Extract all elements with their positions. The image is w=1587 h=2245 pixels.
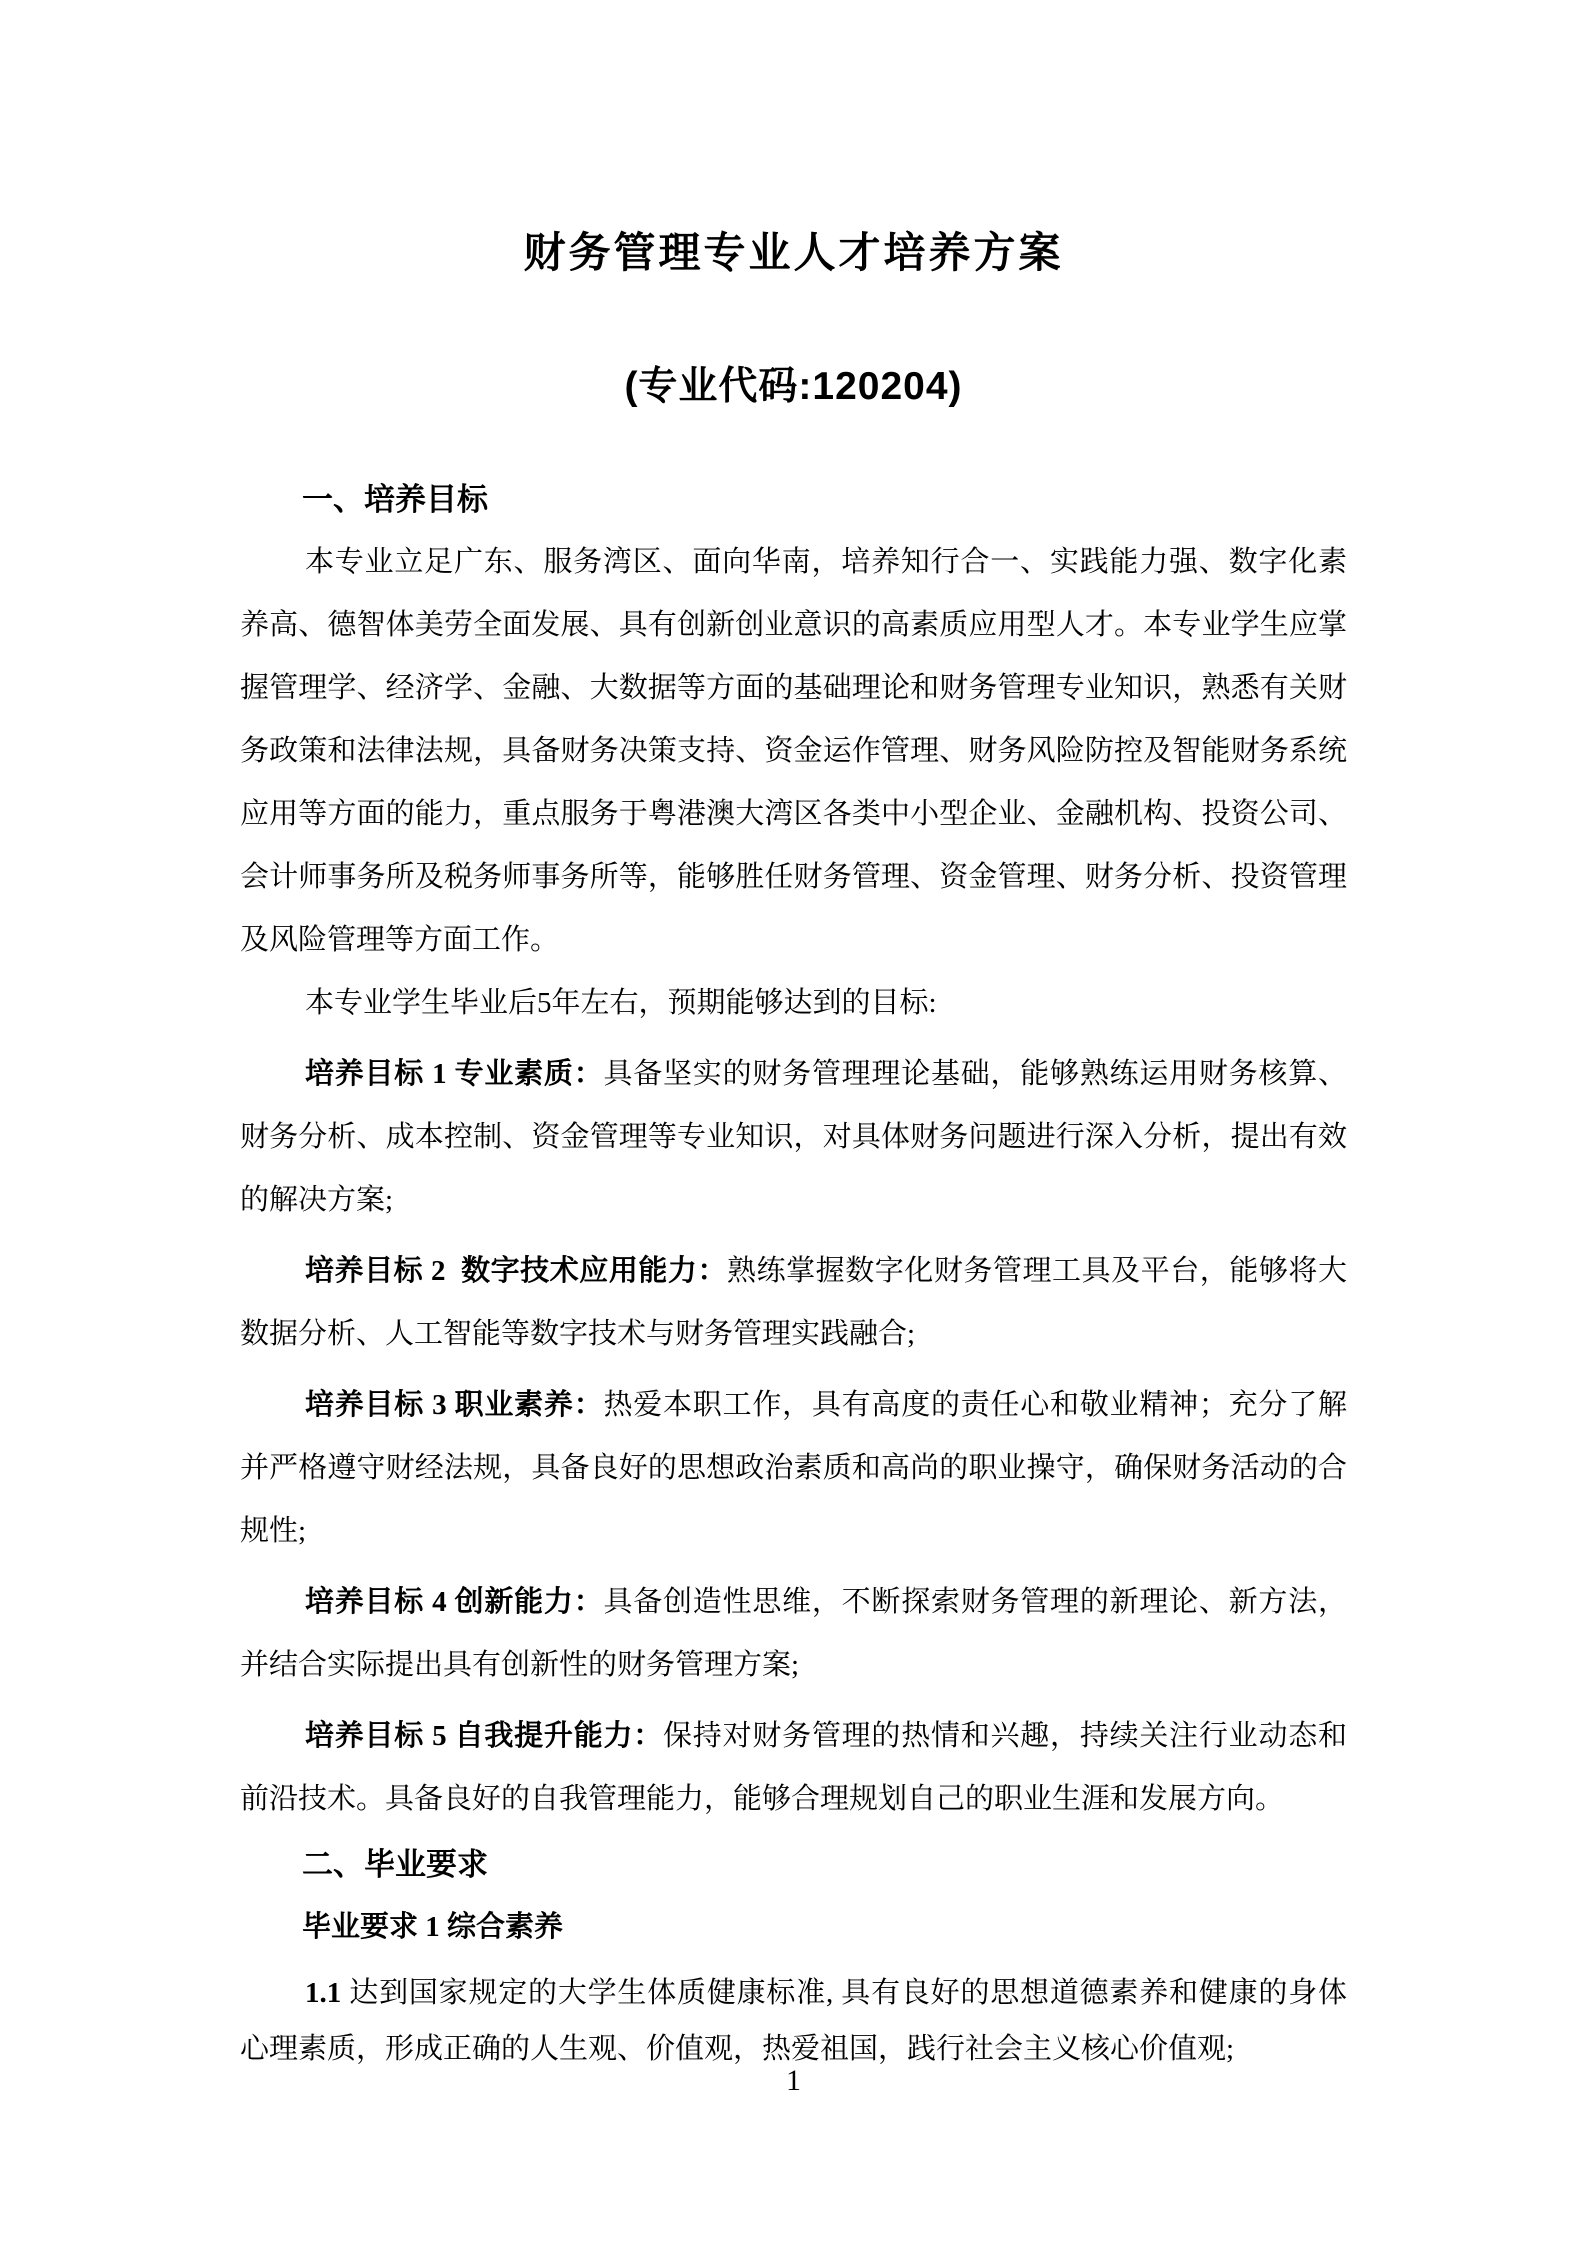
requirement-item-1-1-paragraph bbox=[240, 1965, 1347, 2077]
document-body bbox=[240, 468, 1347, 2077]
goal-5-label: 培养目标 5 自我提升能力： bbox=[305, 1720, 664, 1753]
goal-5-paragraph bbox=[240, 1705, 1347, 1831]
requirement-item-1-1-label: 1.1 bbox=[305, 1977, 342, 2010]
section-1-intro-paragraph: 本专业立足广东、服务湾区、面向华南，培养知行合一、实践能力强、数字化素养高、德智体美劳全面发展、具有创新创业意识的高素质应用型人才。本专业学生应掌握管理学、经济学、金融、大数据等方面的基础理论和财务管理专业知识，熟悉有关财务政策和法律法规，具备财务决策支持、资金运作管理、财务风险防控及智能财务系统应用等方面的能力，重点服务于粤港澳大湾区各类中小型企业、金融机构、投资公司、会计师事务所及税务师事务所等，能够胜任财务管理、资金管理、财务分析、投资管理及风险管理等方面工作。 bbox=[240, 546, 1347, 957]
section-1-lead-in-paragraph: 本专业学生毕业后5年左右，预期能够达到的目标: bbox=[305, 987, 937, 1020]
page-number: 1 bbox=[786, 2064, 801, 2097]
goal-2-paragraph bbox=[240, 1240, 1347, 1366]
goal-4-label: 培养目标 4 创新能力： bbox=[305, 1586, 604, 1619]
goal-3-label: 培养目标 3 职业素养： bbox=[305, 1389, 604, 1422]
goal-2-text: 熟练掌握数字化财务管理工具及平台，能够将大数据分析、人工智能等数字技术与财务管理实践融合; bbox=[240, 1255, 1347, 1351]
goal-4-paragraph bbox=[240, 1571, 1347, 1697]
goal-2-label: 培养目标 2 数字技术应用能力： bbox=[305, 1255, 728, 1288]
goal-3-text: 热爱本职工作，具有高度的责任心和敬业精神；充分了解并严格遵守财经法规，具备良好的思想政治素质和高尚的职业操守，确保财务活动的合规性; bbox=[240, 1389, 1347, 1548]
goal-1-paragraph bbox=[240, 1043, 1347, 1232]
goal-5-text: 保持对财务管理的热情和兴趣，持续关注行业动态和前沿技术。具备良好的自我管理能力，能够合理规划自己的职业生涯和发展方向。 bbox=[240, 1720, 1347, 1816]
document-title: 财务管理专业人才培养方案 bbox=[523, 229, 1064, 276]
goal-4-text: 具备创造性思维，不断探索财务管理的新理论、新方法，并结合实际提出具有创新性的财务管理方案; bbox=[240, 1586, 1347, 1682]
goal-1-text: 具备坚实的财务管理理论基础，能够熟练运用财务核算、财务分析、成本控制、资金管理等专业知识，对具体财务问题进行深入分析，提出有效的解决方案; bbox=[240, 1058, 1347, 1217]
requirement-item-1-1-text: 达到国家规定的大学生体质健康标准, 具有良好的思想道德素养和健康的身体心理素质，形成正确的人生观、价值观，热爱祖国，践行社会主义核心价值观; bbox=[240, 1977, 1347, 2066]
goal-3-paragraph bbox=[240, 1374, 1347, 1563]
section-2-heading: 二、毕业要求 bbox=[302, 1847, 488, 1883]
goal-1-label: 培养目标 1 专业素质： bbox=[305, 1058, 604, 1091]
section-1-heading: 一、培养目标 bbox=[302, 482, 488, 518]
requirement-1-heading: 毕业要求 1 综合素养 bbox=[302, 1911, 564, 1944]
document-subtitle: (专业代码:120204) bbox=[624, 365, 963, 409]
